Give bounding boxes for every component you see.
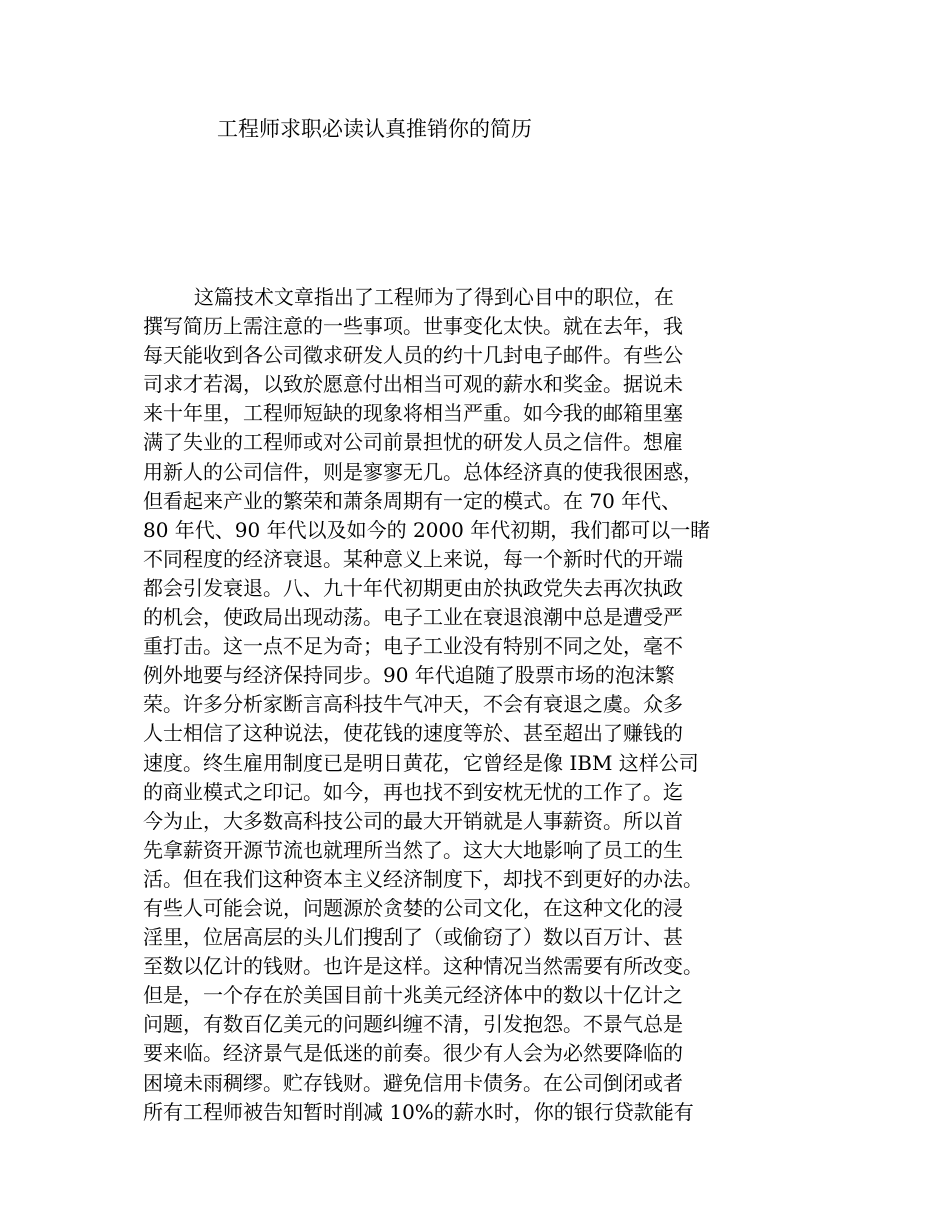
- body-line: 80 年代、90 年代以及如今的 2000 年代初期，我们都可以一睹: [143, 517, 711, 542]
- body-line: 撰写简历上需注意的一些事项。世事变化太快。就在去年，我: [143, 314, 683, 339]
- body-line: 满了失业的工程师或对公司前景担忧的研发人员之信件。想雇: [143, 430, 683, 455]
- body-line: 要来临。经济景气是低迷的前奏。很少有人会为必然要降临的: [143, 1041, 683, 1066]
- body-line: 用新人的公司信件，则是寥寥无几。总体经济真的使我很困惑，: [143, 459, 703, 484]
- body-line: 活。但在我们这种资本主义经济制度下，却找不到更好的办法。: [143, 866, 703, 891]
- body-line: 困境未雨稠缪。贮存钱财。避免信用卡债务。在公司倒闭或者: [143, 1070, 683, 1095]
- body-line: 但看起来产业的繁荣和萧条周期有一定的模式。在 70 年代、: [143, 488, 682, 513]
- body-line: 不同程度的经济衰退。某种意义上来说，每一个新时代的开端: [143, 546, 683, 571]
- body-line: 有些人可能会说，问题源於贪婪的公司文化，在这种文化的浸: [143, 895, 683, 920]
- body-line: 都会引发衰退。八、九十年代初期更由於执政党失去再次执政: [143, 575, 683, 600]
- body-line: 今为止，大多数高科技公司的最大开销就是人事薪资。所以首: [143, 808, 683, 833]
- body-line: 来十年里，工程师短缺的现象将相当严重。如今我的邮箱里塞: [143, 401, 683, 426]
- body-line: 但是，一个存在於美国目前十兆美元经济体中的数以十亿计之: [143, 983, 683, 1008]
- body-line: 重打击。这一点不足为奇；电子工业没有特别不同之处，毫不: [143, 634, 683, 659]
- body-line: 司求才若渴，以致於愿意付出相当可观的薪水和奖金。据说未: [143, 372, 683, 397]
- body-line: 所有工程师被告知暂时削减 10%的薪水时，你的银行贷款能有: [143, 1099, 694, 1124]
- body-line: 荣。许多分析家断言高科技牛气冲天，不会有衰退之虞。众多: [143, 692, 683, 717]
- body-line: 例外地要与经济保持同步。90 年代追随了股票市场的泡沫繁: [143, 663, 675, 688]
- body-line: 这篇技术文章指出了工程师为了得到心目中的职位，在: [143, 285, 674, 309]
- body-line: 先拿薪资开源节流也就理所当然了。这大大地影响了员工的生: [143, 837, 683, 862]
- body-line: 速度。终生雇用制度已是明日黄花，它曾经是像 IBM 这样公司: [143, 750, 699, 775]
- body-line: 淫里，位居高层的头儿们搜刮了（或偷窃了）数以百万计、甚: [143, 925, 683, 950]
- body-line: 人士相信了这种说法，使花钱的速度等於、甚至超出了赚钱的: [143, 721, 683, 746]
- document-body: [143, 283, 843, 1127]
- body-line: 问题，有数百亿美元的问题纠缠不清，引发抱怨。不景气总是: [143, 1012, 683, 1037]
- body-line: 的商业模式之印记。如今，再也找不到安枕无忧的工作了。迄: [143, 779, 683, 804]
- body-line: 至数以亿计的钱财。也许是这样。这种情况当然需要有所改变。: [143, 954, 703, 979]
- body-line: 的机会，使政局出现动荡。电子工业在衰退浪潮中总是遭受严: [143, 605, 683, 630]
- body-line: 每天能收到各公司徵求研发人员的约十几封电子邮件。有些公: [143, 343, 683, 368]
- document-title: 工程师求职必读认真推销你的简历: [217, 117, 532, 141]
